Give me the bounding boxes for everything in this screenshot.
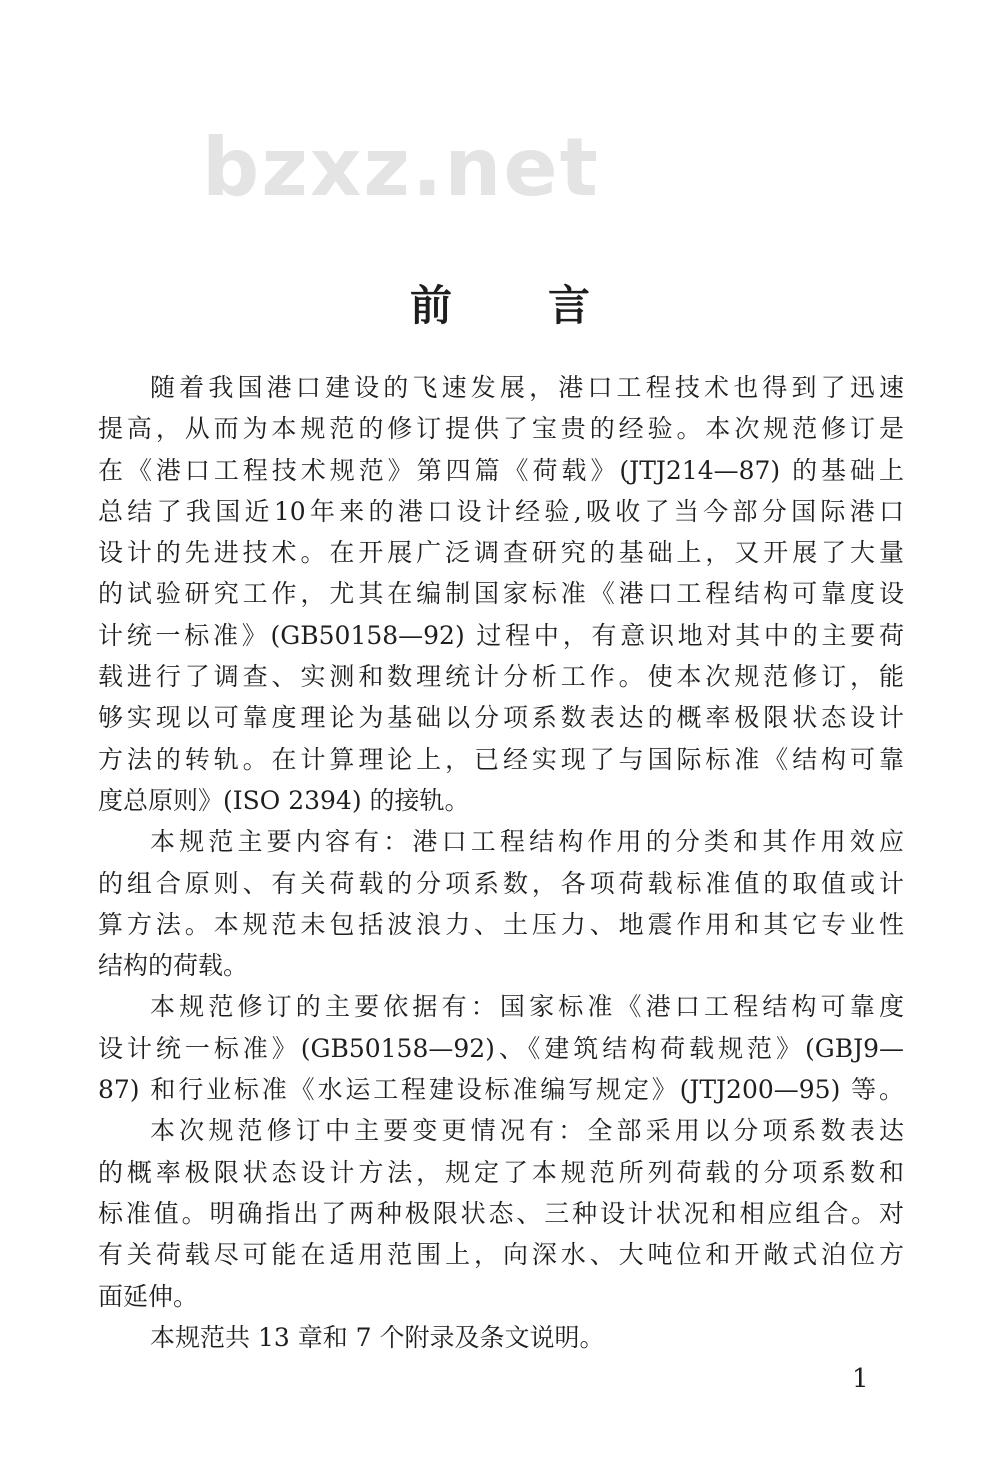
text-line: 度总原则》(ISO 2394) 的接轨。 (98, 785, 470, 815)
page-number: 1 (852, 1364, 869, 1394)
paragraph-4 (98, 1110, 904, 1316)
title-char-2: 言 (548, 281, 591, 330)
text-line: 有关荷载尽可能在适用范围上，向深水、大吨位和开敞式泊位方 (98, 1240, 904, 1270)
text-line: 提高，从而为本规范的修订提供了宝贵的经验。本次规范修订是 (98, 414, 904, 444)
text-line: 标准值。明确指出了两种极限状态、三种设计状况和相应组合。对 (98, 1198, 904, 1228)
text-line: 总结了我国近10年来的港口设计经验,吸收了当今部分国际港口 (98, 496, 904, 526)
page-title (0, 276, 1000, 336)
paragraph-3 (98, 986, 904, 1110)
text-line: 设计统一标准》(GB50158—92)、《建筑结构荷载规范》(GBJ9— (98, 1033, 904, 1063)
text-line: 设计的先进技术。在开展广泛调查研究的基础上，又开展了大量 (98, 538, 904, 568)
paragraph-5 (98, 1317, 904, 1358)
title-char-1: 前 (409, 281, 452, 330)
text-line: 够实现以可靠度理论为基础以分项系数表达的概率极限状态设计 (98, 703, 904, 733)
text-line: 的概率极限状态设计方法，规定了本规范所列荷载的分项系数和 (98, 1157, 904, 1187)
text-line: 本次规范修订中主要变更情况有：全部采用以分项系数表达 (150, 1116, 904, 1146)
paragraph-2 (98, 821, 904, 986)
watermark: bzxz.net (202, 121, 600, 214)
paragraph-1 (98, 367, 904, 821)
text-line: 方法的转轨。在计算理论上，已经实现了与国际标准《结构可靠 (98, 744, 904, 774)
text-line: 本规范主要内容有：港口工程结构作用的分类和其作用效应 (150, 827, 904, 857)
text-line: 算方法。本规范未包括波浪力、土压力、地震作用和其它专业性 (98, 909, 904, 939)
text-line: 在《港口工程技术规范》第四篇《荷载》(JTJ214—87) 的基础上 (98, 455, 904, 485)
text-line: 载进行了调查、实测和数理统计分析工作。使本次规范修订，能 (98, 662, 904, 692)
text-line: 随着我国港口建设的飞速发展，港口工程技术也得到了迅速 (150, 373, 904, 402)
text-line: 面延伸。 (98, 1281, 199, 1311)
text-line: 的组合原则、有关荷载的分项系数，各项荷载标准值的取值或计 (98, 868, 904, 898)
preface-body (98, 367, 904, 1358)
text-line: 本规范共 13 章和 7 个附录及条文说明。 (150, 1322, 605, 1352)
text-line: 87) 和行业标准《水运工程建设标准编写规定》(JTJ200—95) 等。 (98, 1075, 904, 1105)
text-line: 本规范修订的主要依据有：国家标准《港口工程结构可靠度 (150, 992, 904, 1022)
text-line: 的试验研究工作，尤其在编制国家标准《港口工程结构可靠度设 (98, 579, 904, 609)
text-line: 结构的荷载。 (98, 951, 249, 981)
text-line: 计统一标准》(GB50158—92) 过程中，有意识地对其中的主要荷 (98, 620, 904, 650)
